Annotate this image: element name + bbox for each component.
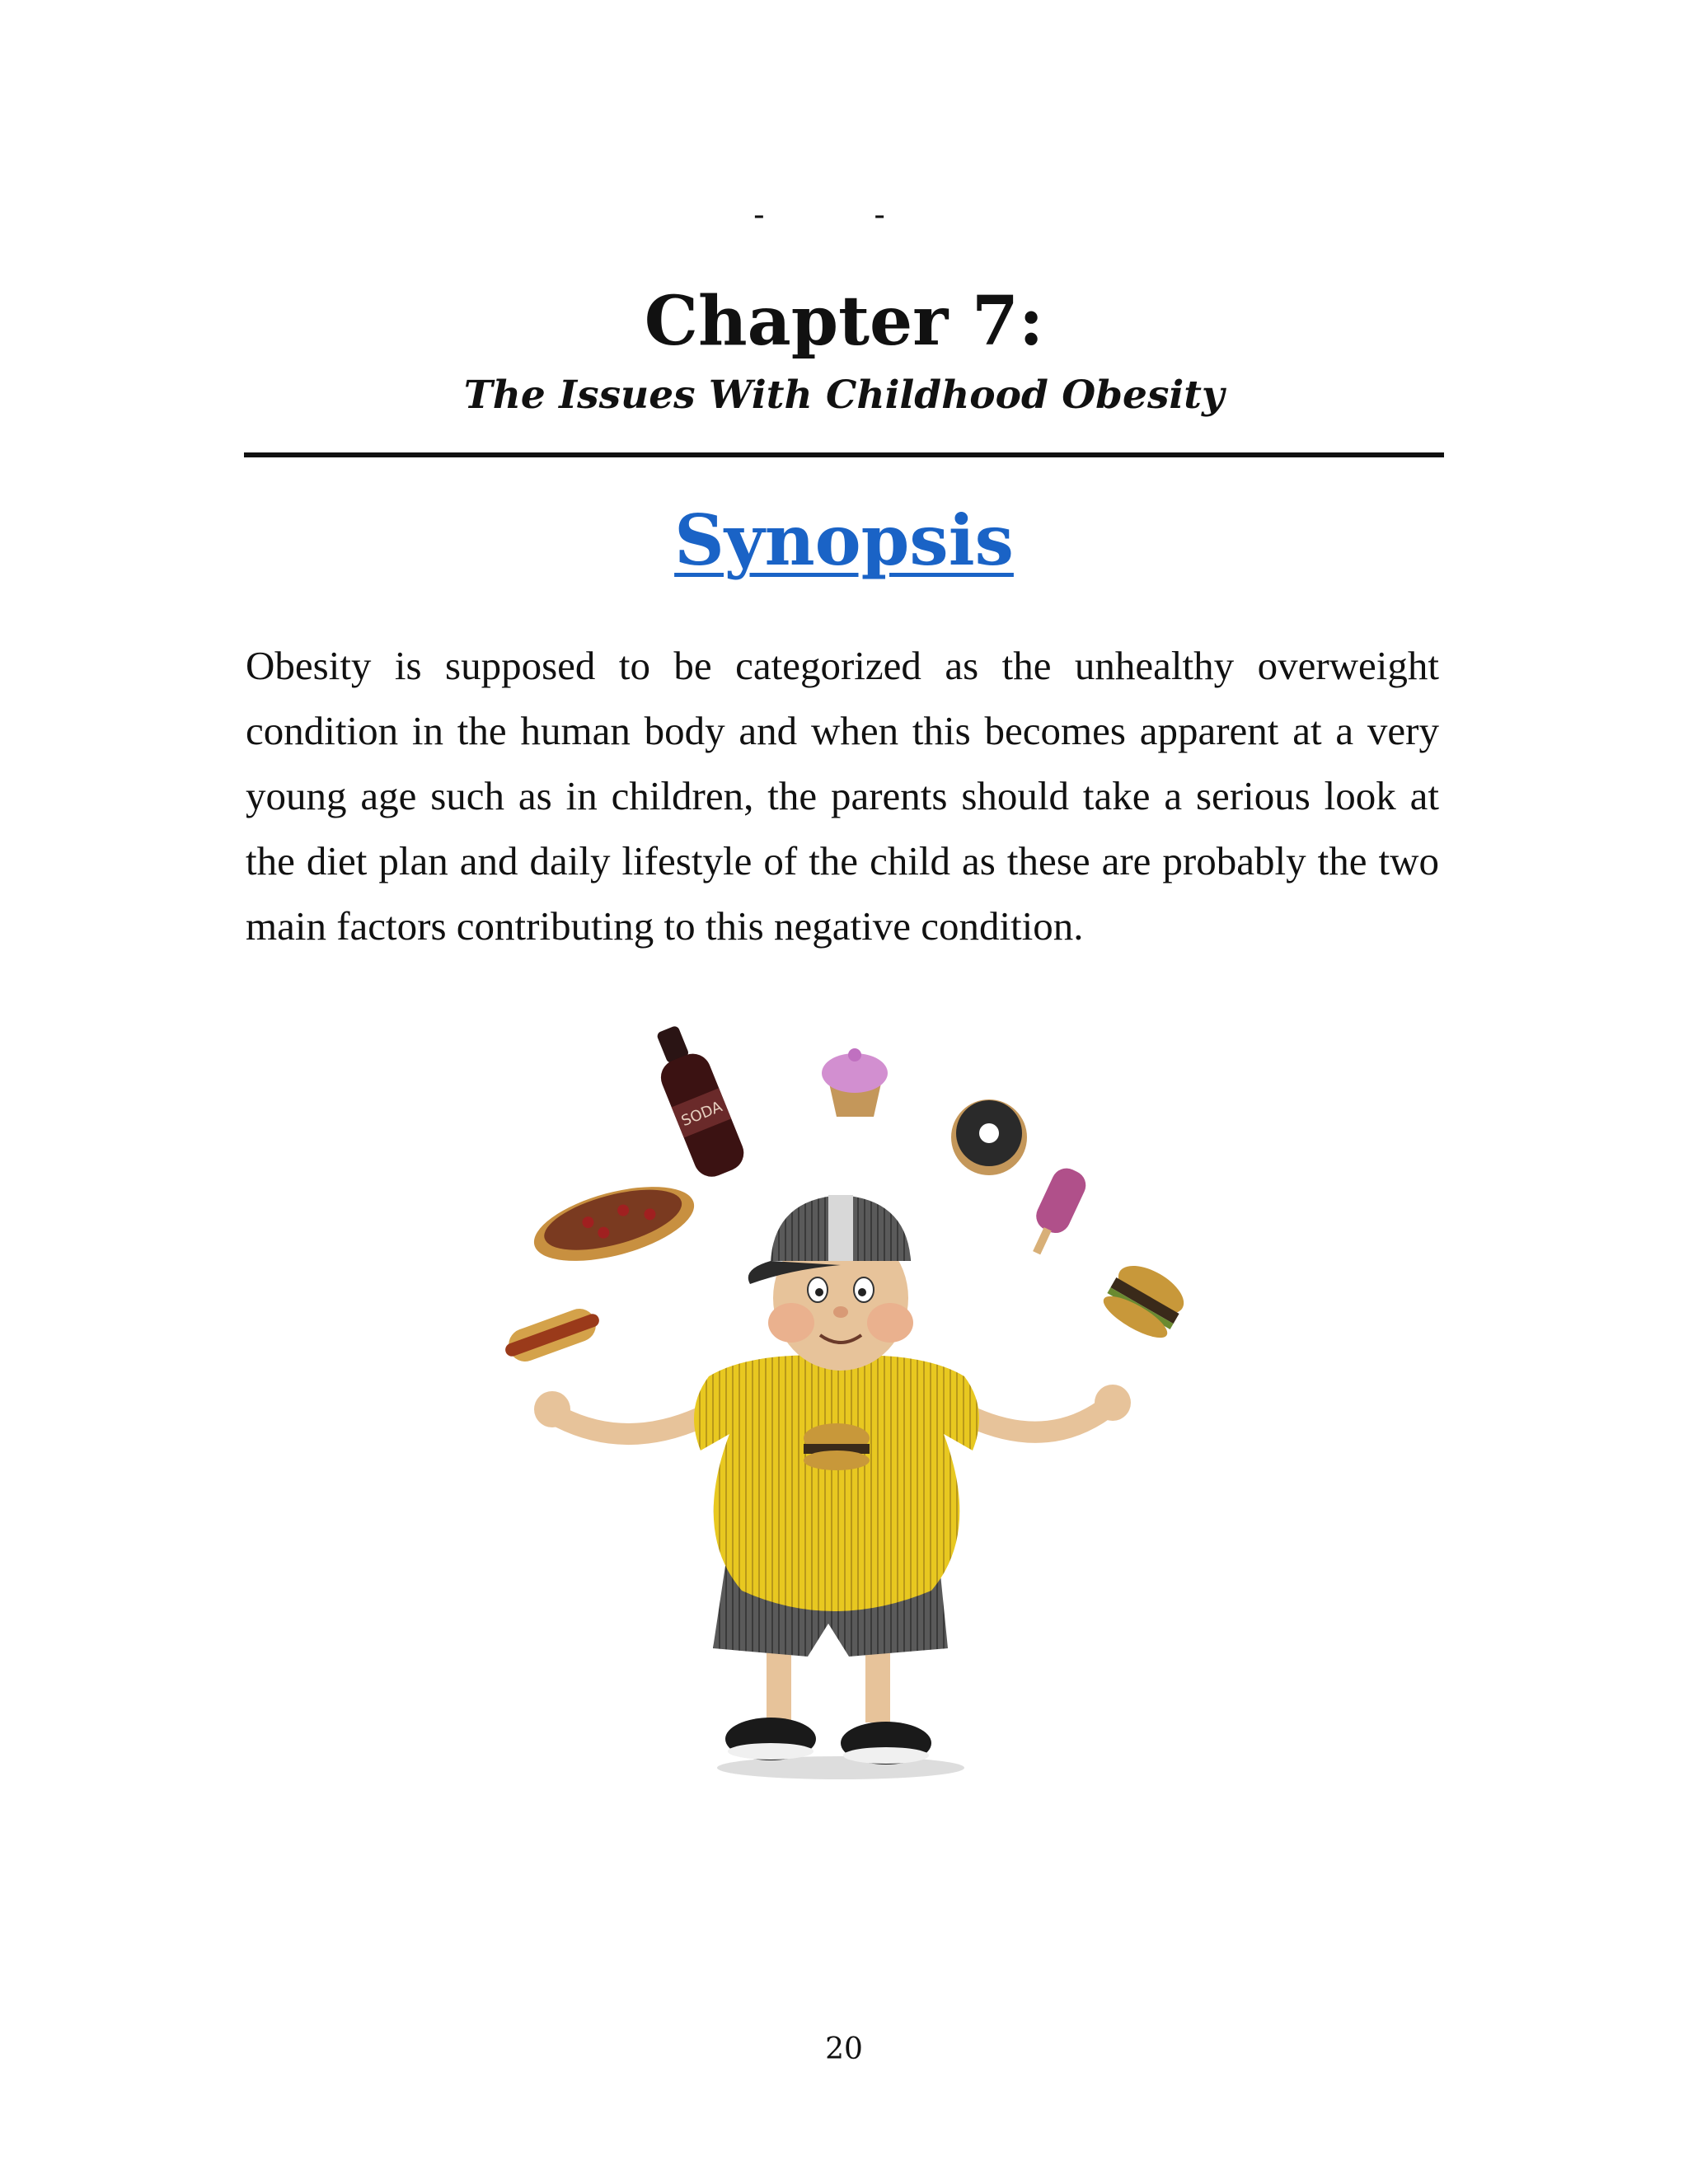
hotdog-icon [500, 1303, 604, 1368]
synopsis-heading-link[interactable]: Synopsis [674, 499, 1014, 581]
hamburger-icon [1098, 1256, 1191, 1345]
section-heading-wrapper [0, 499, 1688, 581]
pizza-icon [527, 1172, 702, 1275]
synopsis-paragraph: Obesity is supposed to be categorized as the unhealthy overweight condition in the human body and when this becomes apparent at a very young age such as in children, the parents should take a serious look at the diet plan and daily lifestyle of the child as these are probably the two main factors contributing to this negative condition. [246, 643, 1439, 949]
chapter-subtitle: The Issues With Childhood Obesity [463, 373, 1225, 418]
page-number: 20 [825, 2032, 863, 2066]
obesity-illustration [495, 1022, 1195, 1797]
donut-icon [951, 1099, 1027, 1175]
shirt-burger-logo [804, 1423, 870, 1470]
title-divider [244, 452, 1444, 457]
popsicle-icon [1021, 1164, 1091, 1260]
header-marks: - - [753, 196, 935, 234]
soda-bottle-icon [644, 1022, 749, 1182]
cupcake-icon [822, 1048, 888, 1117]
chapter-title: Chapter 7: [644, 282, 1044, 361]
bottle-label: SODA [678, 1098, 725, 1131]
